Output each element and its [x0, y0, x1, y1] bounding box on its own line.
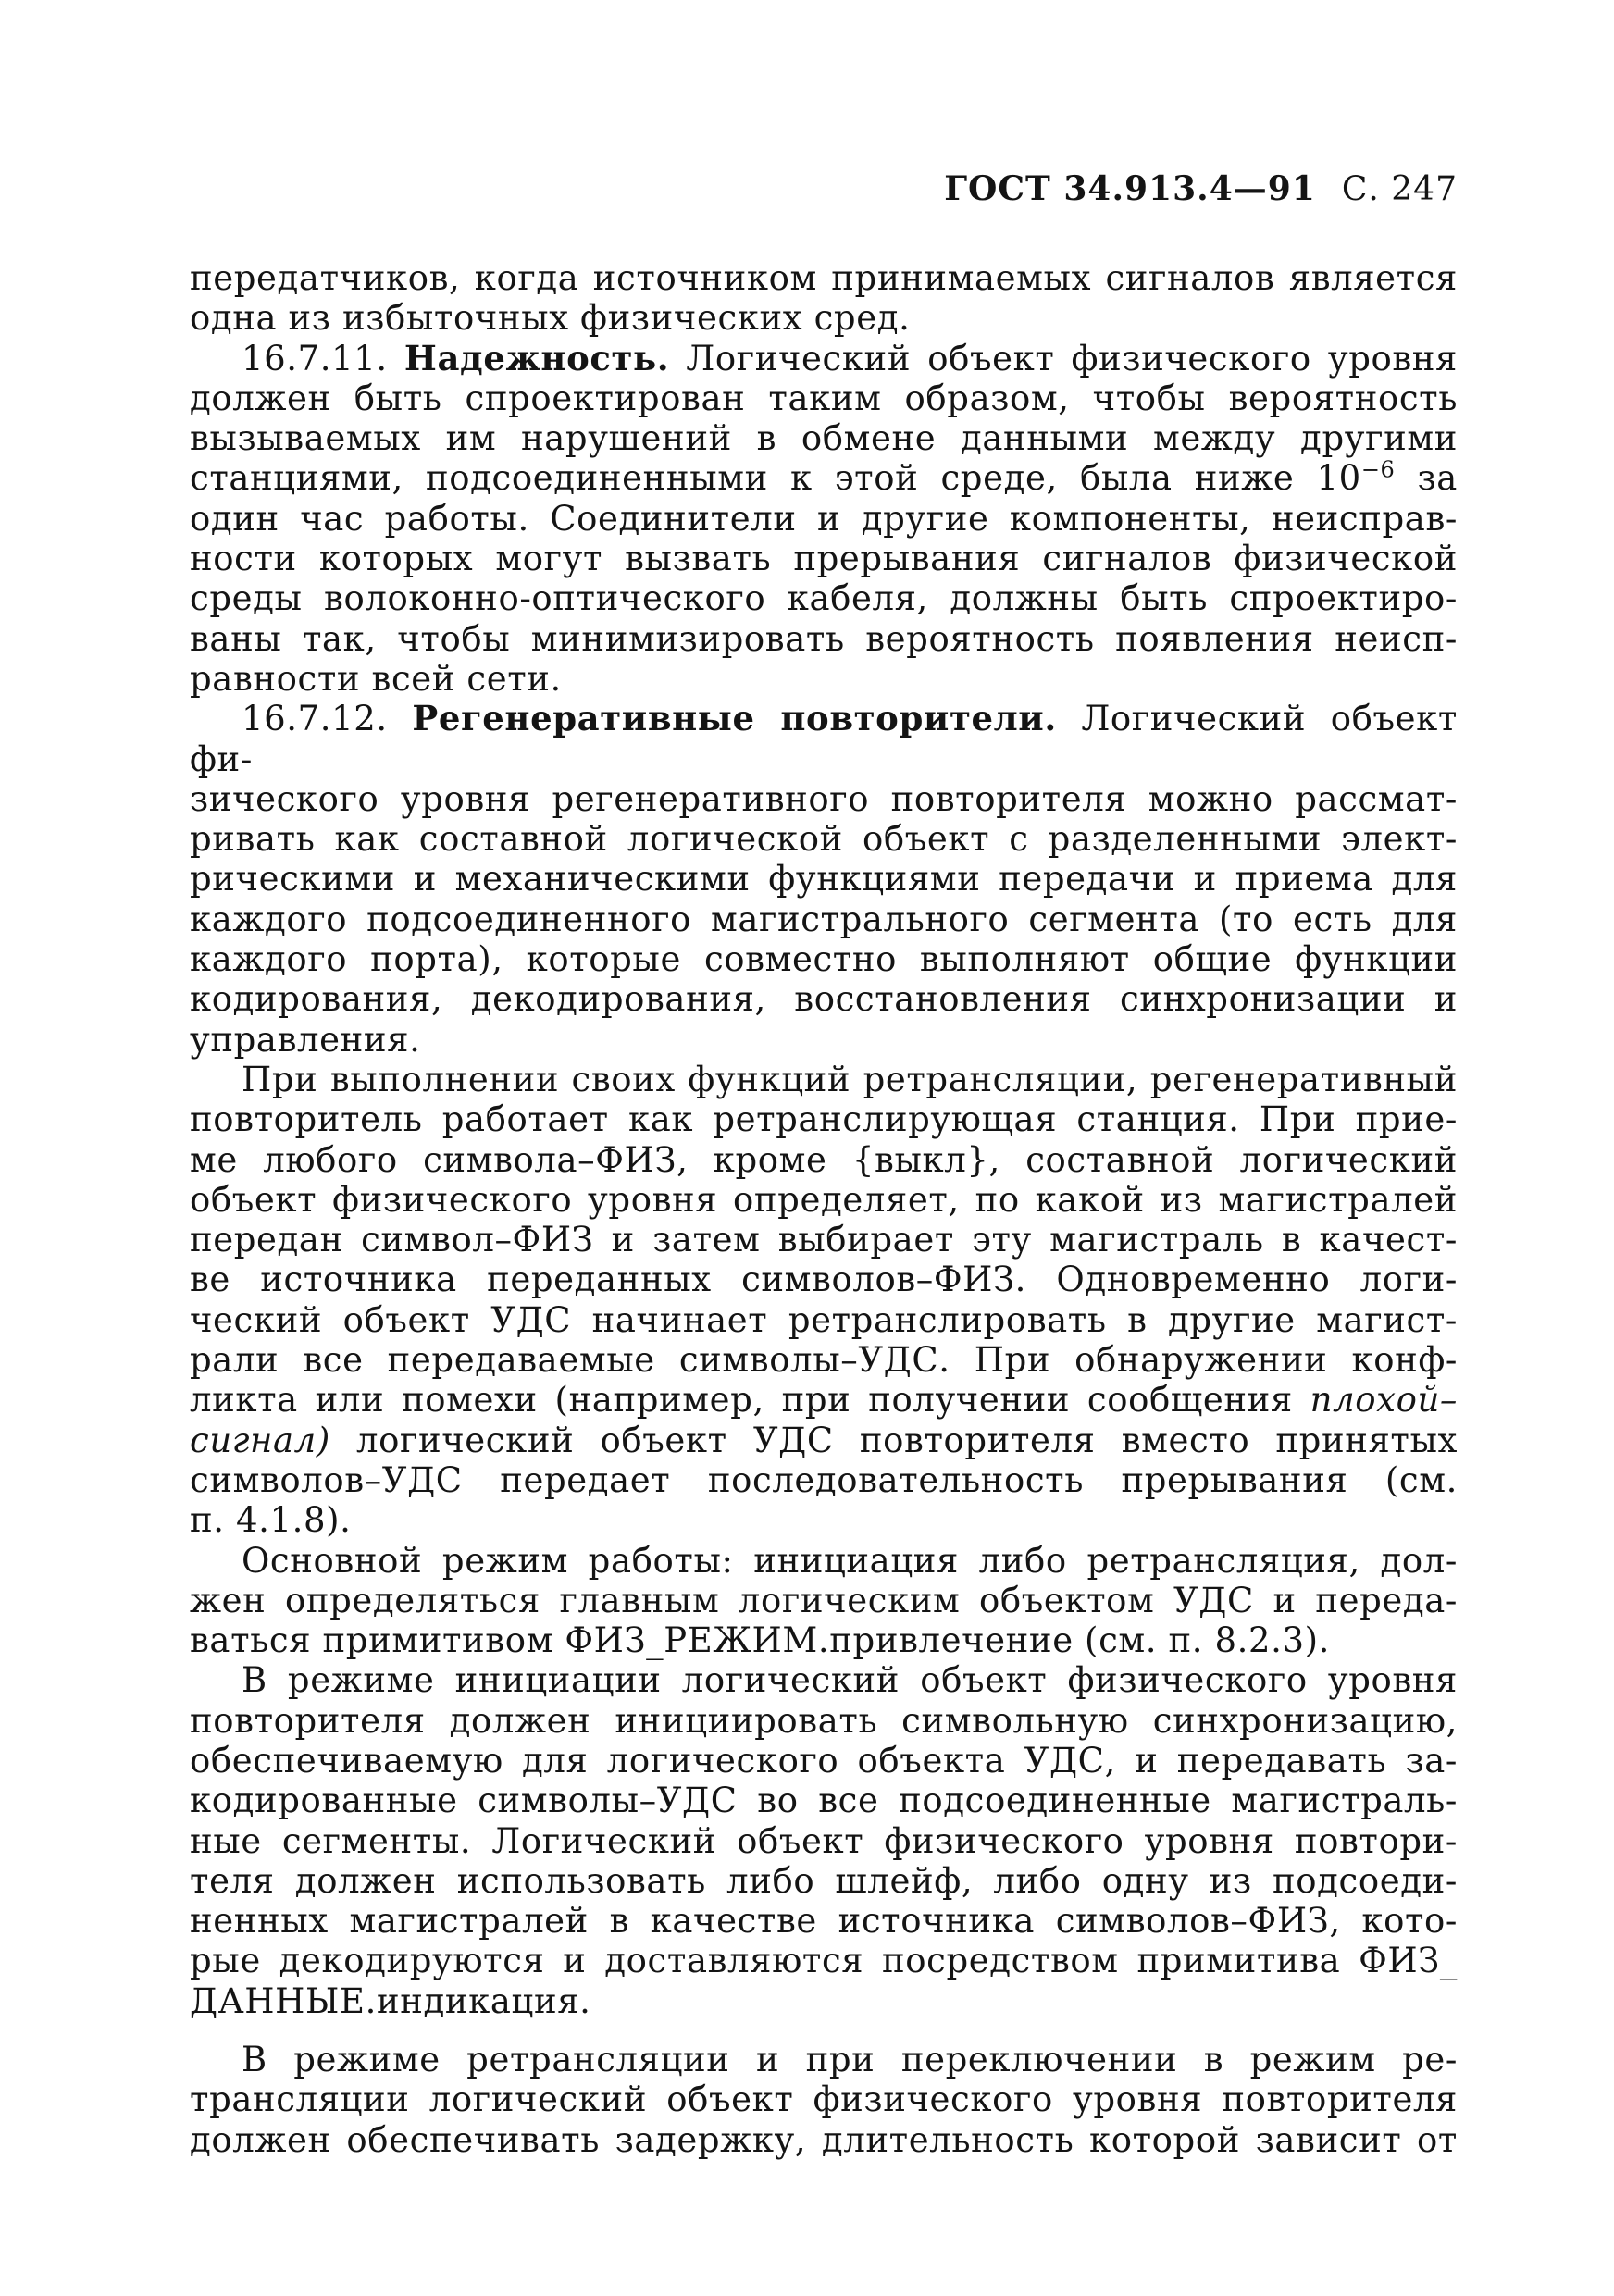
text-line: передатчиков, когда источником принимаемых сигналов является: [190, 258, 1458, 298]
text-line: зического уровня регенеративного повторителя можно рассмат-: [190, 778, 1458, 819]
text-line: трансляции логический объект физического уровня повторителя: [190, 2079, 1458, 2120]
text-line: ности которых могут вызвать прерывания сигналов физической: [190, 539, 1458, 579]
text-line: При выполнении своих функций ретрансляции, регенеративный: [242, 1059, 1458, 1099]
text-line: ненных магистралей в качестве источника символов–ФИЗ, кото-: [190, 1901, 1458, 1942]
text-line: каждого подсоединенного магистрального сегмента (то есть для: [190, 899, 1458, 939]
text-line: должен обеспечивать задержку, длительность которой зависит от: [190, 2119, 1458, 2160]
text-line: В режиме инициации логический объект физического уровня: [242, 1660, 1458, 1701]
page-number: С. 247: [1341, 170, 1458, 208]
text-line: управления.: [190, 1019, 421, 1060]
text-line: ческий объект УДС начинает ретранслировать в другие магист-: [190, 1299, 1458, 1340]
text-fragment: за: [1417, 458, 1458, 499]
text-line: повторителя должен инициировать символьную синхронизацию,: [190, 1700, 1458, 1741]
text-line: рическими и механическими функциями передачи и приема для: [190, 859, 1458, 900]
text-line: ДАННЫЕ.индикация.: [190, 1980, 591, 2021]
text-line: теля должен использовать либо шлейф, либо одну из подсоеди-: [190, 1860, 1458, 1901]
page-header: [190, 169, 1458, 225]
text-line: каждого порта), которые совместно выполняют общие функции: [190, 939, 1458, 980]
text-line: один час работы. Соединители и другие компоненты, неисправ-: [190, 498, 1458, 539]
text-line: символов–УДС передает последовательность прерывания (см.: [190, 1459, 1458, 1500]
text-line: ные сегменты. Логический объект физического уровня повтори-: [190, 1820, 1458, 1861]
text-line: ривать как составной логической объект с разделенными элект-: [190, 819, 1458, 860]
text-line: вызываемых им нарушений в обмене данными между другими: [190, 418, 1458, 459]
text-fragment: Логический объект фи-: [190, 699, 1458, 779]
text-fragment: логический объект УДС повторителя вместо принятых: [356, 1420, 1458, 1460]
italic-term: сигнал): [190, 1420, 330, 1460]
document-body: [190, 258, 1458, 2160]
text-line: ваны так, чтобы минимизировать вероятность появления неисп-: [190, 618, 1458, 659]
text-line: жен определяться главным логическим объектом УДС и переда-: [190, 1580, 1458, 1620]
text-line: ме любого символа–ФИЗ, кроме {выкл}, составной логический: [190, 1139, 1458, 1180]
text-line: рали все передаваемые символы–УДС. При обнаружении конф-: [190, 1340, 1458, 1381]
text-line: [190, 699, 1458, 779]
exponent: −6: [1360, 457, 1396, 484]
text-line: обеспечиваемую для логического объекта УДС, и передавать за-: [190, 1740, 1458, 1781]
text-line: [190, 1421, 1458, 1460]
text-fragment: ликта или помехи (например, при получении сообщения: [190, 1380, 1293, 1421]
text-line: п. 4.1.8).: [190, 1500, 352, 1541]
text-line: рые декодируются и доставляются посредством примитива ФИЗ_: [190, 1941, 1458, 1981]
standard-number: ГОСТ 34.913.4—91: [944, 169, 1316, 208]
section-heading: Надежность.: [404, 337, 670, 379]
text-line: среды волоконно-оптического кабеля, должны быть спроектиро-: [190, 578, 1458, 619]
text-line: передан символ–ФИЗ и затем выбирает эту магистраль в качест-: [190, 1220, 1458, 1260]
text-line: Основной режим работы: инициация либо ретрансляция, дол-: [242, 1540, 1458, 1581]
text-line: кодирования, декодирования, восстановления синхронизации и: [190, 979, 1458, 1020]
section-heading: Регенеративные повторители.: [412, 698, 1057, 739]
italic-term: плохой–: [1310, 1380, 1458, 1421]
text-line: ваться примитивом ФИЗ_РЕЖИМ.привлечение (см. п. 8.2.3).: [190, 1620, 1331, 1661]
text-line: повторитель работает как ретранслирующая станция. При прие-: [190, 1099, 1458, 1140]
text-line: [190, 339, 1458, 379]
section-number: 16.7.12.: [242, 699, 388, 739]
text-line: равности всей сети.: [190, 658, 562, 699]
text-fragment: станциями, подсоединенными к этой среде, была ниже 10: [190, 458, 1361, 499]
text-line: объект физического уровня определяет, по какой из магистралей: [190, 1179, 1458, 1220]
text-line: [190, 458, 1458, 498]
text-line: кодированные символы–УДС во все подсоединенные магистраль-: [190, 1781, 1458, 1821]
text-line: В режиме ретрансляции и при переключении в режим ре-: [242, 2040, 1458, 2080]
section-number: 16.7.11.: [242, 338, 388, 379]
text-fragment: Логический объект физического уровня: [686, 338, 1458, 379]
text-line: ве источника переданных символов–ФИЗ. Одновременно логи-: [190, 1260, 1458, 1300]
text-line: должен быть спроектирован таким образом, чтобы вероятность: [190, 378, 1458, 418]
text-line: одна из избыточных физических сред.: [190, 298, 911, 339]
text-line: [190, 1380, 1458, 1420]
